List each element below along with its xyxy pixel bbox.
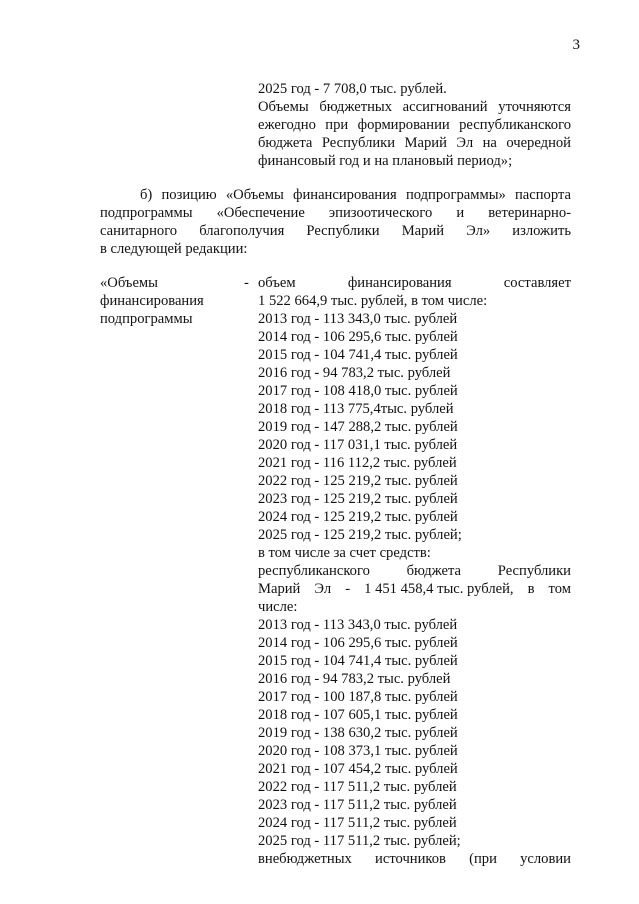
paragraph-line: санитарного благополучия Республики Марий Эл» изложить [100, 223, 571, 239]
extra-budget-line [258, 850, 571, 868]
year-amount-line: 2015 год - 104 741,4 тыс. рублей [258, 347, 458, 363]
year-amount-line: 2020 год - 117 031,1 тыс. рублей [258, 437, 458, 453]
year-amount-line: 2016 год - 94 783,2 тыс. рублей [258, 671, 451, 687]
republic-amount-continuation: числе: [258, 599, 298, 615]
year-amount-line: 2023 год - 117 511,2 тыс. рублей [258, 797, 457, 813]
year-amount-line: 2022 год - 125 219,2 тыс. рублей [258, 473, 458, 489]
paragraph-line: финансовый год и на плановый период»; [258, 153, 513, 169]
year-amount-line: 2024 год - 125 219,2 тыс. рублей [258, 509, 458, 525]
word: Республики [497, 563, 571, 579]
paragraph-line: бюджета Республики Марий Эл на очередной [258, 135, 571, 151]
total-years-list [258, 310, 571, 544]
year-amount-line: 2019 год - 147 288,2 тыс. рублей [258, 419, 458, 435]
year-amount-line: 2013 год - 113 343,0 тыс. рублей [258, 311, 458, 327]
word: Эл [314, 581, 332, 597]
paragraph-line: в следующей редакции: [100, 241, 248, 257]
table-dash: - [244, 275, 249, 291]
year-amount-line: 2021 год - 107 454,2 тыс. рублей [258, 761, 458, 777]
previous-section-continuation [258, 80, 571, 170]
word: республиканского [258, 563, 370, 579]
word: источников [375, 851, 446, 867]
label-line: «Объемы [100, 275, 158, 291]
paragraph-line: подпрограммы «Обеспечение эпизоотического и ветеринарно- [100, 205, 571, 221]
word: составляет [503, 275, 571, 291]
word: Марий [258, 581, 301, 597]
year-amount-line: 2023 год - 125 219,2 тыс. рублей [258, 491, 458, 507]
year-amount-line: 2013 год - 113 343,0 тыс. рублей [258, 617, 458, 633]
sources-line: в том числе за счет средств: [258, 545, 431, 561]
year-amount-line: 2025 год - 125 219,2 тыс. рублей; [258, 527, 462, 543]
year-line-2025: 2025 год - 7 708,0 тыс. рублей. [258, 81, 447, 97]
year-amount-line: 2018 год - 113 775,4тыс. рублей [258, 401, 454, 417]
label-line: финансирования [100, 293, 204, 309]
word: - [345, 581, 351, 597]
republic-budget-line [258, 562, 571, 580]
word: том [548, 581, 571, 597]
word: бюджета [406, 563, 462, 579]
year-amount-line: 2021 год - 116 112,2 тыс. рублей [258, 455, 457, 471]
word: финансирования [347, 275, 452, 291]
year-amount-line: 2025 год - 117 511,2 тыс. рублей; [258, 833, 461, 849]
year-amount-line: 2018 год - 107 605,1 тыс. рублей [258, 707, 458, 723]
total-amount-line: 1 522 664,9 тыс. рублей, в том числе: [258, 293, 488, 309]
year-amount-line: 2016 год - 94 783,2 тыс. рублей [258, 365, 451, 381]
year-amount-line: 2014 год - 106 295,6 тыс. рублей [258, 329, 458, 345]
word: объем [258, 275, 296, 291]
year-amount-line: 2024 год - 117 511,2 тыс. рублей [258, 815, 457, 831]
word: внебюджетных [258, 851, 352, 867]
paragraph-line: б) позицию «Объемы финансирования подпрограммы» паспорта [140, 187, 571, 203]
table-label [100, 274, 240, 328]
year-amount-line: 2022 год - 117 511,2 тыс. рублей [258, 779, 457, 795]
word: (при [469, 851, 497, 867]
year-amount-line: 2015 год - 104 741,4 тыс. рублей [258, 653, 458, 669]
word: в [527, 581, 535, 597]
paragraph-line: Объемы бюджетных ассигнований уточняются [258, 99, 571, 115]
page-number: 3 [572, 37, 580, 53]
republic-years-list [258, 616, 571, 850]
republic-amount-line [258, 580, 571, 598]
intro-line [258, 274, 571, 292]
year-amount-line: 2017 год - 108 418,0 тыс. рублей [258, 383, 458, 399]
year-amount-line: 2017 год - 100 187,8 тыс. рублей [258, 689, 458, 705]
paragraph-line: ежегодно при формировании республиканского [258, 117, 571, 133]
year-amount-line: 2019 год - 138 630,2 тыс. рублей [258, 725, 458, 741]
word: 1 451 458,4 тыс. рублей, [364, 581, 514, 597]
year-amount-line: 2020 год - 108 373,1 тыс. рублей [258, 743, 458, 759]
table-value [258, 274, 571, 868]
paragraph-b [100, 186, 571, 258]
year-amount-line: 2014 год - 106 295,6 тыс. рублей [258, 635, 458, 651]
label-line: подпрограммы [100, 311, 193, 327]
word: условии [520, 851, 571, 867]
